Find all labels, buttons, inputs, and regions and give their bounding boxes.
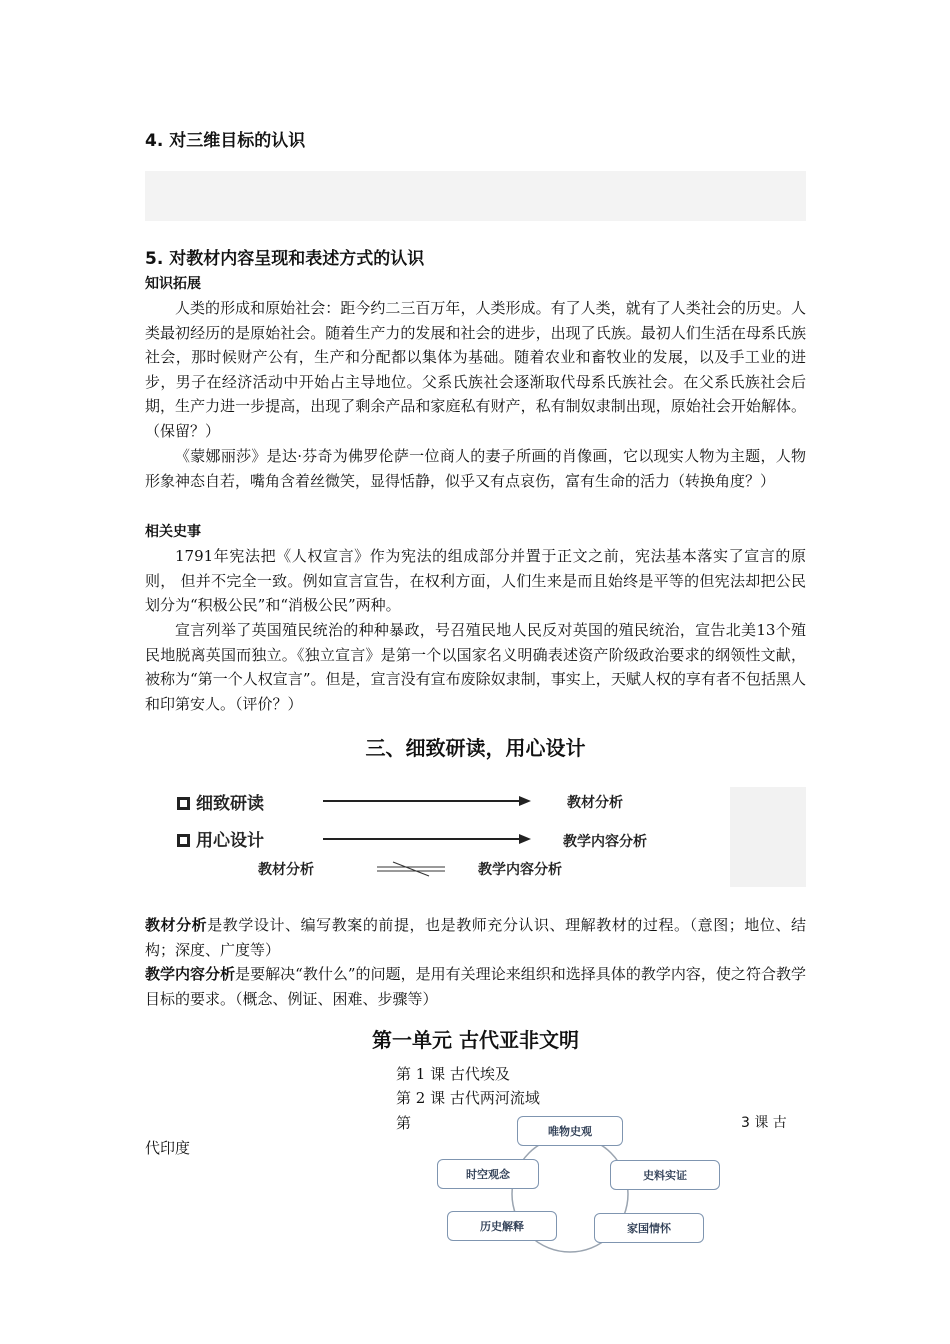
checkbox-icon — [177, 797, 190, 810]
diagram-row1-right: 教材分析 — [567, 795, 623, 811]
related-history-heading: 相关史事 — [145, 524, 201, 540]
core-literacy-cycle-diagram — [430, 1112, 730, 1254]
cycle-node-materialism: 唯物史观 — [517, 1116, 623, 1146]
knowledge-paragraph-1: 人类的形成和原始社会：距今约二三百万年，人类形成。有了人类，就有了人类社会的历史。人类最初经历的是原始社会。随着生产力的发展和社会的进步，出现了氏族。最初人们生活在母系氏族社会，那时候财产公有，生产和分配都以集体为基础。随着农业和畜牧业的发展，以及手工业的进步，男子在经济活动中开始占主导地位。父系氏族社会逐渐取代母系氏族社会。在父系氏族社会后期，生产力进一步提高，出现了剩余产品和家庭私有财产，私有制奴隶制出现，原始社会开始解体。（保留？） — [145, 299, 806, 440]
cycle-node-evidence: 史料实证 — [610, 1160, 720, 1190]
section-5-heading: 5. 对教材内容呈现和表述方式的认识 — [145, 249, 425, 269]
unit-title: 第一单元 古代亚非文明 — [372, 1028, 579, 1052]
history-paragraph-1: 1791年宪法把《人权宣言》作为宪法的组成部分并置于正文之前，宪法基本落实了宣言的原则， 但并不完全一致。例如宣言宣告，在权利方面，人们生来是而且始终是平等的但宪法却把公民划分为“积极公民”和“消极公民”两种。 — [145, 547, 806, 615]
checkbox-icon — [177, 834, 190, 847]
definition-content-analysis: 教学内容分析是要解决“教什么”的问题，是用有关理论来组织和选择具体的教学内容，使之符合教学目标的要求。（概念、例证、困难、步骤等） — [145, 965, 806, 1008]
section-3-title: 三、细致研读，用心设计 — [365, 736, 586, 760]
cycle-node-patriotism: 家国情怀 — [594, 1213, 704, 1243]
lesson-1: 第 1 课 古代埃及 — [396, 1065, 510, 1083]
arrow-right-icon — [323, 793, 533, 809]
section-4-heading: 4. 对三维目标的认识 — [145, 131, 306, 151]
lesson-3-part-3: 代印度 — [145, 1139, 191, 1157]
study-design-diagram — [145, 787, 806, 889]
definition-textbook-analysis: 教材分析是教学设计、编写教案的前提，也是教师充分认识、理解教材的过程。（意图；地位、结构；深度、广度等） — [145, 916, 806, 959]
diagram-row2-right: 教学内容分析 — [563, 834, 647, 850]
diagram-side-panel — [730, 787, 806, 887]
lesson-3-part-1: 第 — [396, 1114, 412, 1132]
knowledge-expansion-heading: 知识拓展 — [145, 276, 201, 292]
placeholder-gray-box — [145, 171, 806, 221]
cycle-node-interpretation: 历史解释 — [447, 1211, 557, 1241]
diagram-row3-right: 教学内容分析 — [478, 862, 562, 878]
arrow-right-icon — [323, 831, 533, 847]
not-equal-arrow-icon — [375, 861, 447, 877]
diagram-row1-left: 细致研读 — [177, 789, 264, 814]
lesson-2: 第 2 课 古代两河流域 — [396, 1089, 540, 1107]
history-paragraph-2: 宣言列举了英国殖民统治的种种暴政，号召殖民地人民反对英国的殖民统治，宣告北美13个殖民地脱离英国而独立。《独立宣言》是第一个以国家名义明确表述资产阶级政治要求的纲领性文献，被称为“第一个人权宣言”。但是，宣言没有宣布废除奴隶制，事实上，天赋人权的享有者不包括黑人和印第安人。（评价？） — [145, 621, 806, 713]
lesson-3-part-2: 3 课 古 — [741, 1115, 787, 1131]
cycle-node-spacetime: 时空观念 — [437, 1159, 539, 1189]
diagram-row3-left: 教材分析 — [258, 862, 314, 878]
knowledge-paragraph-2: 《蒙娜丽莎》是达·芬奇为佛罗伦萨一位商人的妻子所画的肖像画，它以现实人物为主题，人物形象神态自若，嘴角含着丝微笑，显得恬静，似乎又有点哀伤，富有生命的活力（转换角度？） — [145, 447, 806, 490]
diagram-row2-left: 用心设计 — [177, 826, 264, 851]
